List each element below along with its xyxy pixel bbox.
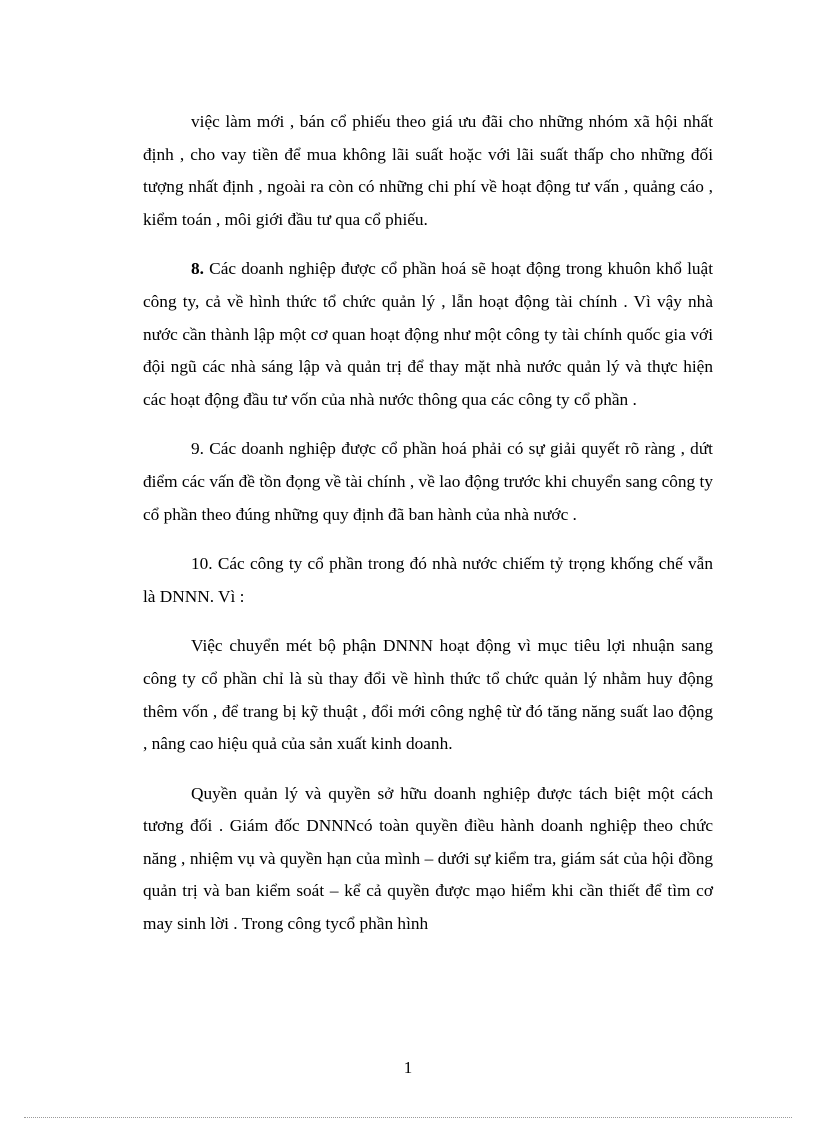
paragraph-item-9-text: 9. Các doanh nghiệp được cổ phần hoá phải có sự giải quyết rõ ràng , dứt điểm các vấn đề tồn đọng về tài chính , về lao động trước khi chuyển sang công ty cổ phần theo đúng những quy định đã ban hành của nhà nước .	[143, 439, 713, 524]
page-bottom-divider	[24, 1117, 792, 1118]
paragraph-reason-1	[143, 630, 713, 760]
paragraph-item-8-text: Các doanh nghiệp được cổ phần hoá sẽ hoạt động trong khuôn khổ luật công ty, cả về hình thức tổ chức quản lý , lẫn hoạt động tài chính . Vì vậy nhà nước cần thành lập một cơ quan hoạt động như một công ty tài chính quốc gia với đội ngũ các nhà sáng lập và quản trị để thay mặt nhà nước quản lý và thực hiện các hoạt động đầu tư vốn của nhà nước thông qua các công ty cổ phần .	[143, 259, 713, 409]
paragraph-reason-2-text: Quyền quản lý và quyền sở hữu doanh nghiệp được tách biệt một cách tương đối . Giám đốc DNNNcó toàn quyền điều hành doanh nghiệp theo chức năng , nhiệm vụ và quyền hạn của mình – dưới sự kiểm tra, giám sát của hội đồng quản trị và ban kiểm soát – kể cả quyền được mạo hiểm khi cần thiết để tìm cơ may sinh lời . Trong công tycổ phần hình	[143, 783, 713, 934]
document-body	[143, 106, 713, 941]
paragraph-reason-1-text: Việc chuyển mét bộ phận DNNN hoạt động vì mục tiêu lợi nhuận sang công ty cổ phần chỉ là sù thay đổi về hình thức tổ chức quản lý nhằm huy động thêm vốn , để trang bị kỹ thuật , đổi mới công nghệ từ đó tăng năng suất lao động , nâng cao hiệu quả của sản xuất kinh doanh.	[143, 636, 713, 754]
paragraph-intro-text: việc làm mới , bán cổ phiếu theo giá ưu đãi cho những nhóm xã hội nhất định , cho vay tiền để mua không lãi suất hoặc với lãi suất thấp cho những đối tượng nhất định , ngoài ra còn có những chi phí về hoạt động tư vấn , quảng cáo , kiểm toán , môi giới đầu tư qua cổ phiếu.	[143, 112, 713, 229]
paragraph-item-8	[143, 253, 713, 416]
page-number: 1	[403, 1058, 413, 1077]
paragraph-item-9	[143, 433, 713, 531]
paragraph-item-10	[143, 548, 713, 613]
paragraph-intro	[143, 106, 713, 236]
paragraph-reason-2	[143, 778, 713, 941]
paragraph-item-10-text: 10. Các công ty cổ phần trong đó nhà nước chiếm tỷ trọng khống chế vẫn là DNNN. Vì :	[143, 554, 713, 606]
paragraph-item-8-number: 8.	[191, 259, 204, 279]
